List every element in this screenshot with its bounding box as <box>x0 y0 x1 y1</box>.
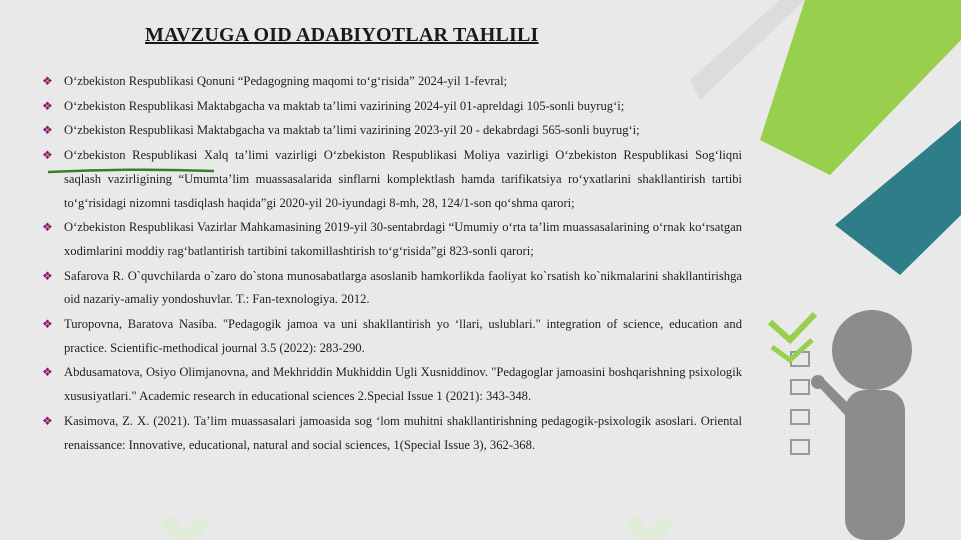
reference-item <box>40 361 742 408</box>
reference-text: Abdusamatova, Osiyo Olimjanovna, and Mekhriddin Mukhiddin Ugli Xusniddinov. "Pedagoglar jamoasini boshqarishning psixologik xususiyatlari." Academic research in educational sciences 2.Special Issue 1 (2021): 343-348. <box>64 365 742 404</box>
reference-text: Kasimova, Z. X. (2021). Ta’lim muassasalari jamoasida sog ‘lom muhitni shakllantirishning pedagogik-psixologik asoslari. Oriental renaissance: Innovative, educational, natural and social sciences, 1(Special Issue 3), 362-368. <box>64 413 742 452</box>
watermark-chevrons <box>165 520 670 540</box>
diamond-bullet-icon: ❖ <box>42 413 53 428</box>
reference-text: Turopovna, Baratova Nasiba. "Pedagogik jamoa va uni shakllantirish yo ‘llari, uslublari." integration of science, education and practice. Scientific-methodical journal 3.5 (2022): 283-290. <box>64 317 742 355</box>
reference-text: O‘zbekiston Respublikasi Maktabgacha va maktab ta’limi vazirining 2024-yil 01-apreldagi 105-sonli buyrug‘i; <box>64 98 625 113</box>
reference-text: O‘zbekiston Respublikasi Maktabgacha va maktab ta’limi vazirining 2023-yil 20 - dekabrdagi 565-sonli buyrug‘i; <box>64 123 640 138</box>
reference-item <box>40 119 742 143</box>
checkbox-list-icon <box>770 314 815 454</box>
diamond-bullet-icon: ❖ <box>42 220 53 235</box>
reference-item <box>40 70 742 94</box>
diamond-bullet-icon: ❖ <box>42 148 53 163</box>
diamond-bullet-icon: ❖ <box>42 317 53 332</box>
reference-text: O‘zbekiston Respublikasi Xalq ta’limi vazirligi O‘zbekiston Respublikasi Moliya vazirligi O‘zbekiston Respublikasi Sog‘liqni saqlash vazirligining “Umumta’lim muassasalarida sinflarni komplektlash hamda tarifikatsiya ro‘yxatlarini shakllantirish tartibi to‘g‘risidagi nizomni tasdiqlash haqida”gi 2020-yil 20-iyundagi 8-mh, 28, 124/1-son qo‘shma qarori; <box>64 148 742 210</box>
reference-list <box>40 70 742 458</box>
diamond-bullet-icon: ❖ <box>42 268 53 283</box>
reference-item <box>40 216 742 263</box>
diamond-bullet-icon: ❖ <box>42 74 53 88</box>
diamond-bullet-icon: ❖ <box>42 365 53 380</box>
reference-item <box>40 410 742 457</box>
diamond-bullet-icon: ❖ <box>42 123 53 138</box>
reference-text: Safarova R. O`quvchilarda o`zaro do`stona munosabatlarga asoslanib hamkorlikda faoliyat ko`rsatish ko`nikmalarini shakllantirishga oid nazariy-amaliy yondoshuvlar. T.: Fan-texnologiya. 2012. <box>64 268 742 307</box>
reference-item <box>40 265 742 312</box>
page-title: MAVZUGA OID ADABIYOTLAR TAHLILI <box>145 24 539 46</box>
reference-text: O‘zbekiston Respublikasi Vazirlar Mahkamasining 2019-yil 30-sentabrdagi “Umumiy o‘rta ta’lim muassasalarining o‘rnak ko‘rsatgan xodimlarini moddiy rag‘batlantirish tartibini takomillashtirish to‘g‘risida”gi 823-sonli qarori; <box>64 220 742 258</box>
reference-item <box>40 144 742 215</box>
reference-item <box>40 313 742 360</box>
diamond-bullet-icon: ❖ <box>42 98 53 113</box>
reference-text: O‘zbekiston Respublikasi Qonuni “Pedagogning maqomi to‘g‘risida” 2024-yil 1-fevral; <box>64 74 508 88</box>
person-figure-icon <box>811 310 912 540</box>
reference-item <box>40 95 742 119</box>
